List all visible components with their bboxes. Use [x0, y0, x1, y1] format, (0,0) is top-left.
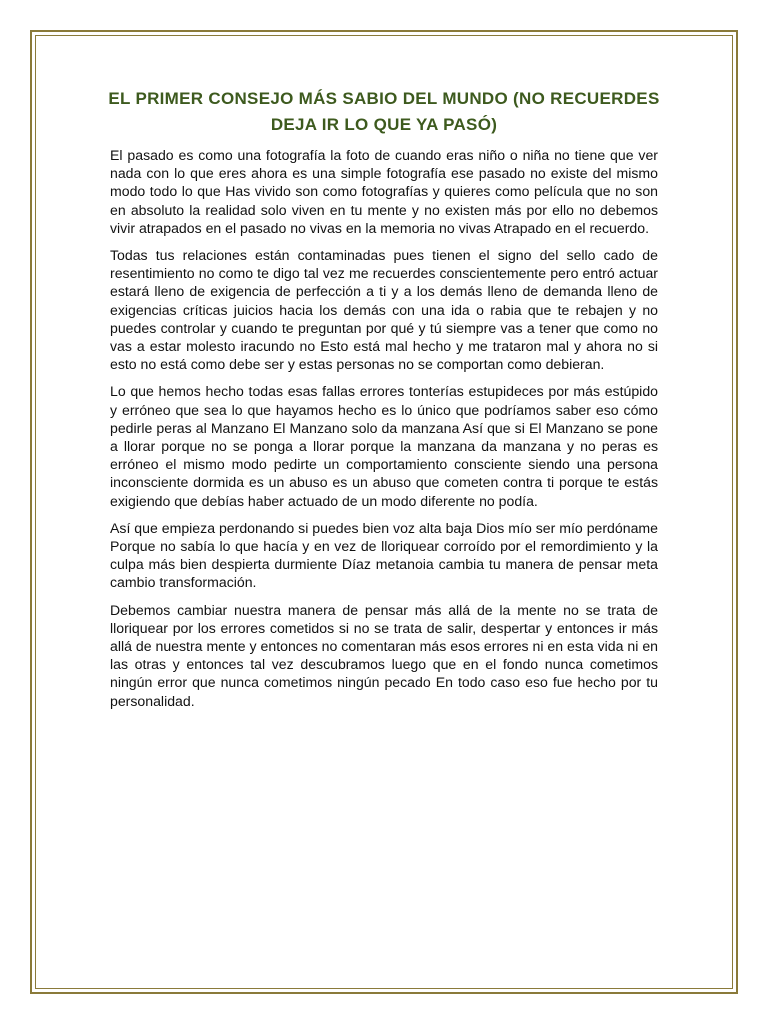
paragraph: El pasado es como una fotografía la foto de cuando eras niño o niña no tiene que ver nada con lo que eres ahora es una simple fotografía ese pasado no existe del mismo modo todo lo que Has vivido son como fotografías y quieres como película que no son en absoluto la realidad solo viven en tu mente y no existen más por ello no debemos vivir atrapados en el pasado no vivas en la memoria no vivas Atrapado en el recuerdo.	[110, 147, 658, 236]
paragraph: Lo que hemos hecho todas esas fallas errores tonterías estupideces por más estúpido y erróneo que sea lo que hayamos hecho es lo único que podríamos saber eso cómo pedirle peras al Manzano El Manzano solo da manzana Así que si El Manzano se pone a llorar porque no se ponga a llorar porque la manzana da manzana y no peras es erróneo el mismo modo pedirte un comportamiento consciente siendo una persona inconsciente dormida es un abuso es un abuso que cometen contra ti porque te estás exigiendo que debías haber actuado de un modo diferente no podía.	[110, 383, 658, 509]
document-body	[110, 86, 658, 710]
paragraph: Todas tus relaciones están contaminadas pues tienen el signo del sello cado de resentimiento no como te digo tal vez me recuerdes conscientemente pero entró actuar estará lleno de exigencia de perfección a ti y a los demás lleno de demanda lleno de exigencias críticas juicios hacia los demás con una ida o rabia que te rebajen y no puedes controlar y cuando te preguntan por qué y tú siempre vas a tener que como no vas a estar molesto iracundo no Esto está mal hecho y me trataron mal y ahora no si esto no está como debe ser y estas personas no se comportan como debieran.	[110, 247, 658, 373]
document-title: EL PRIMER CONSEJO MÁS SABIO DEL MUNDO (NO RECUERDES DEJA IR LO QUE YA PASÓ)	[108, 89, 660, 134]
paragraph: Así que empieza perdonando si puedes bien voz alta baja Dios mío ser mío perdóname Porque no sabía lo que hacía y en vez de lloriquear corroído por el remordimiento y la culpa más bien despierta durmiente Díaz metanoia cambia tu manera de pensar meta cambio transformación.	[110, 519, 658, 591]
paragraph: Debemos cambiar nuestra manera de pensar más allá de la mente no se trata de lloriquear por los errores cometidos si no se trata de salir, despertar y entonces ir más allá de nuestra mente y entonces no comentaran más esos errores ni en esta vida ni en las otras y entonces tal vez descubramos luego que en el fondo nunca cometimos ningún error que nunca cometimos ningún pecado En todo caso eso fue hecho por tu personalidad.	[110, 601, 658, 709]
